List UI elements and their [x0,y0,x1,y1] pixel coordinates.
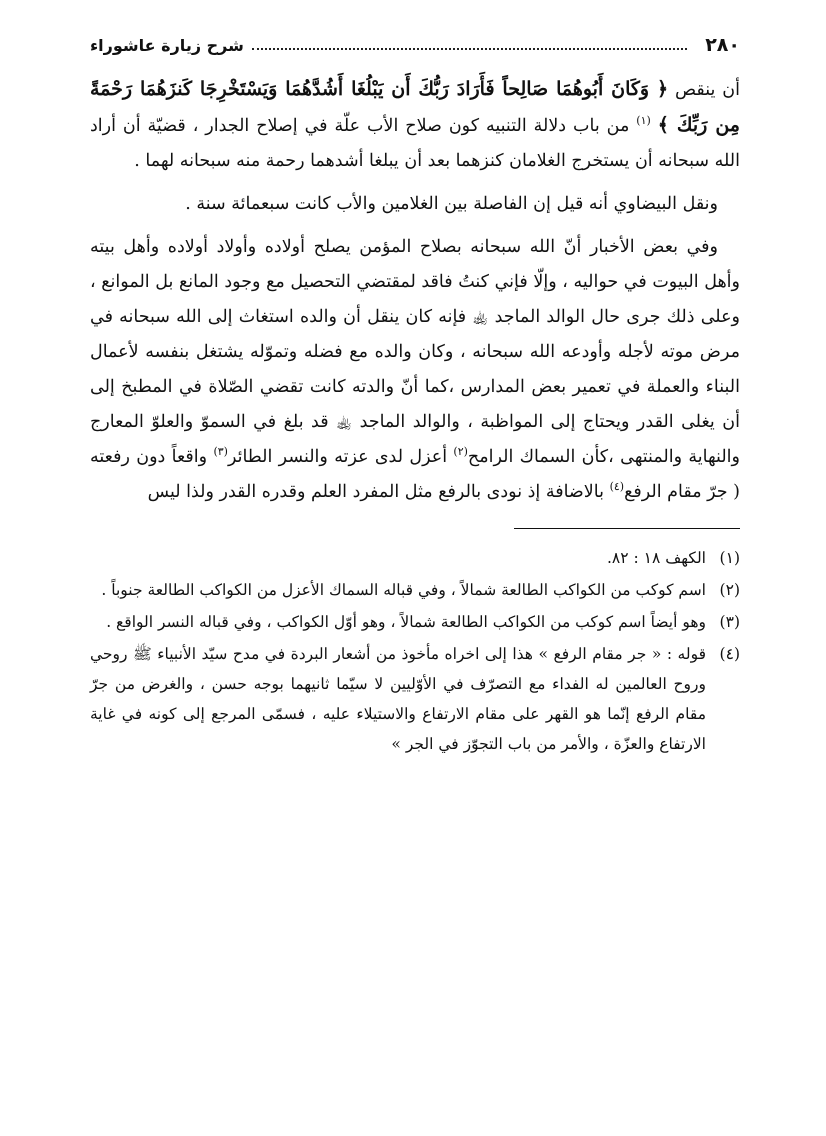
page-number: ٢٨٠ [705,34,740,56]
footnote [90,543,740,573]
footnote-number: (١) [719,549,740,567]
footnote-number: (٤) [719,645,740,663]
paragraph-2: ونقل البيضاوي أنه قيل إن الفاصلة بين الغلامين والأب كانت سبعمائة سنة . [185,194,718,214]
footnote-ref-2: (٢) [453,445,468,459]
paragraph-3 [90,230,740,510]
footnote-ref-3: (٣) [213,445,228,459]
footnote-separator [514,528,740,529]
p1-lead: أن ينقص [674,80,740,100]
footnote-ref-1: (١) [636,114,651,128]
footnote-ref-4: (٤) [609,480,625,494]
p3-part-2: أعزل لدى عزته والنسر الطائر [227,447,448,467]
page-header [90,30,740,60]
running-title: شرح زيارة عاشوراء [90,35,244,55]
header-dotted-leader [252,48,687,50]
footnote-number: (٣) [719,613,740,631]
footnote-number: (٢) [719,581,740,599]
p3-part-3: واقعاً دون رفعته ( جرّ مقام الرفع [90,447,740,502]
p3-part-4: بالاضافة إذ نودى بالرفع مثل المفرد العلم وقدره القدر ولذا ليس [147,482,604,502]
p3-part-1: وفي بعض الأخبار أنّ الله سبحانه بصلاح المؤمن يصلح أولاده وأولاد أولاده وأهل بيته وأهل البيوت في حواليه ، وإلّا فإني كنتُ فاقد لمقتضي التحصيل مع وجود المانع بل الموانع ، وعلى ذلك جرى حال الوالد الماجد ﵀ فإنه كان ينقل أن والده استغاث إلى الله سبحانه في مرض موته لأجله وأودعه الله سبحانه ، وكان والده مع فضله وتموّله يشتغل بنفسه لأعمال البناء والعملة في تعمير بعض المدارس ،كما أنّ والدته كانت تقضي الصّلاة في المطبخ إلى أن يغلى القدر ويحتاج إلى المواظبة ، والوالد الماجد ﵀ قد بلغ في السموّ والعلوّ المعارج والنهاية والمنتهى ،كأن السماك الرامح [90,237,740,467]
footnote-text: قوله : « جر مقام الرفع » هذا إلى اخراه مأخوذ من أشعار البردة في مدح سيّد الأنبياء ﷺ روحي وروح العالمين له الفداء مع التصرّف في الأوّليين لا سيّما ثانيهما بوجه حسن ، والغرض من جرّ مقام الرفع إنّما هو القهر على مقام الارتفاع والاستيلاء عليه ، فسمّى المرجع إلى كونه في غاية الارتفاع والعزّة ، والأمر من باب التجوّز في الجر » [90,645,706,753]
footnote-text: الكهف ١٨ : ٨٢. [606,549,706,567]
footnote [90,575,740,605]
footnotes [90,543,740,759]
main-text [90,72,740,510]
p1-rest: من باب دلالة التنبيه كون صلاح الأب علّة في إصلاح الجدار ، قضيّة أن أراد الله سبحانه أن يستخرج الغلامان كنزهما بعد أن يبلغا أشدهما رحمة منه سبحانه لهما . [90,116,740,171]
footnote [90,607,740,637]
footnote-text: وهو أيضاً اسم كوكب من الكواكب الطالعة شمالاً ، وهو أوّل الكواكب ، وفي قباله النسر الواقع . [106,613,706,631]
paragraph-1 [90,72,740,179]
footnote-text: اسم كوكب من الكواكب الطالعة شمالاً ، وفي قباله السماك الأعزل من الكواكب الطالعة جنوباً . [101,581,706,599]
quran-verse: ﴿ وَكَانَ أَبُوهُمَا صَالِحاً فَأَرَادَ رَبُّكَ أَن يَبْلُغَا أَشُدَّهُمَا وَيَسْتَخْرِجَا كَنزَهُمَا رَحْمَةً مِن رَبِّكَ ﴾ [90,78,740,136]
footnote [90,639,740,759]
